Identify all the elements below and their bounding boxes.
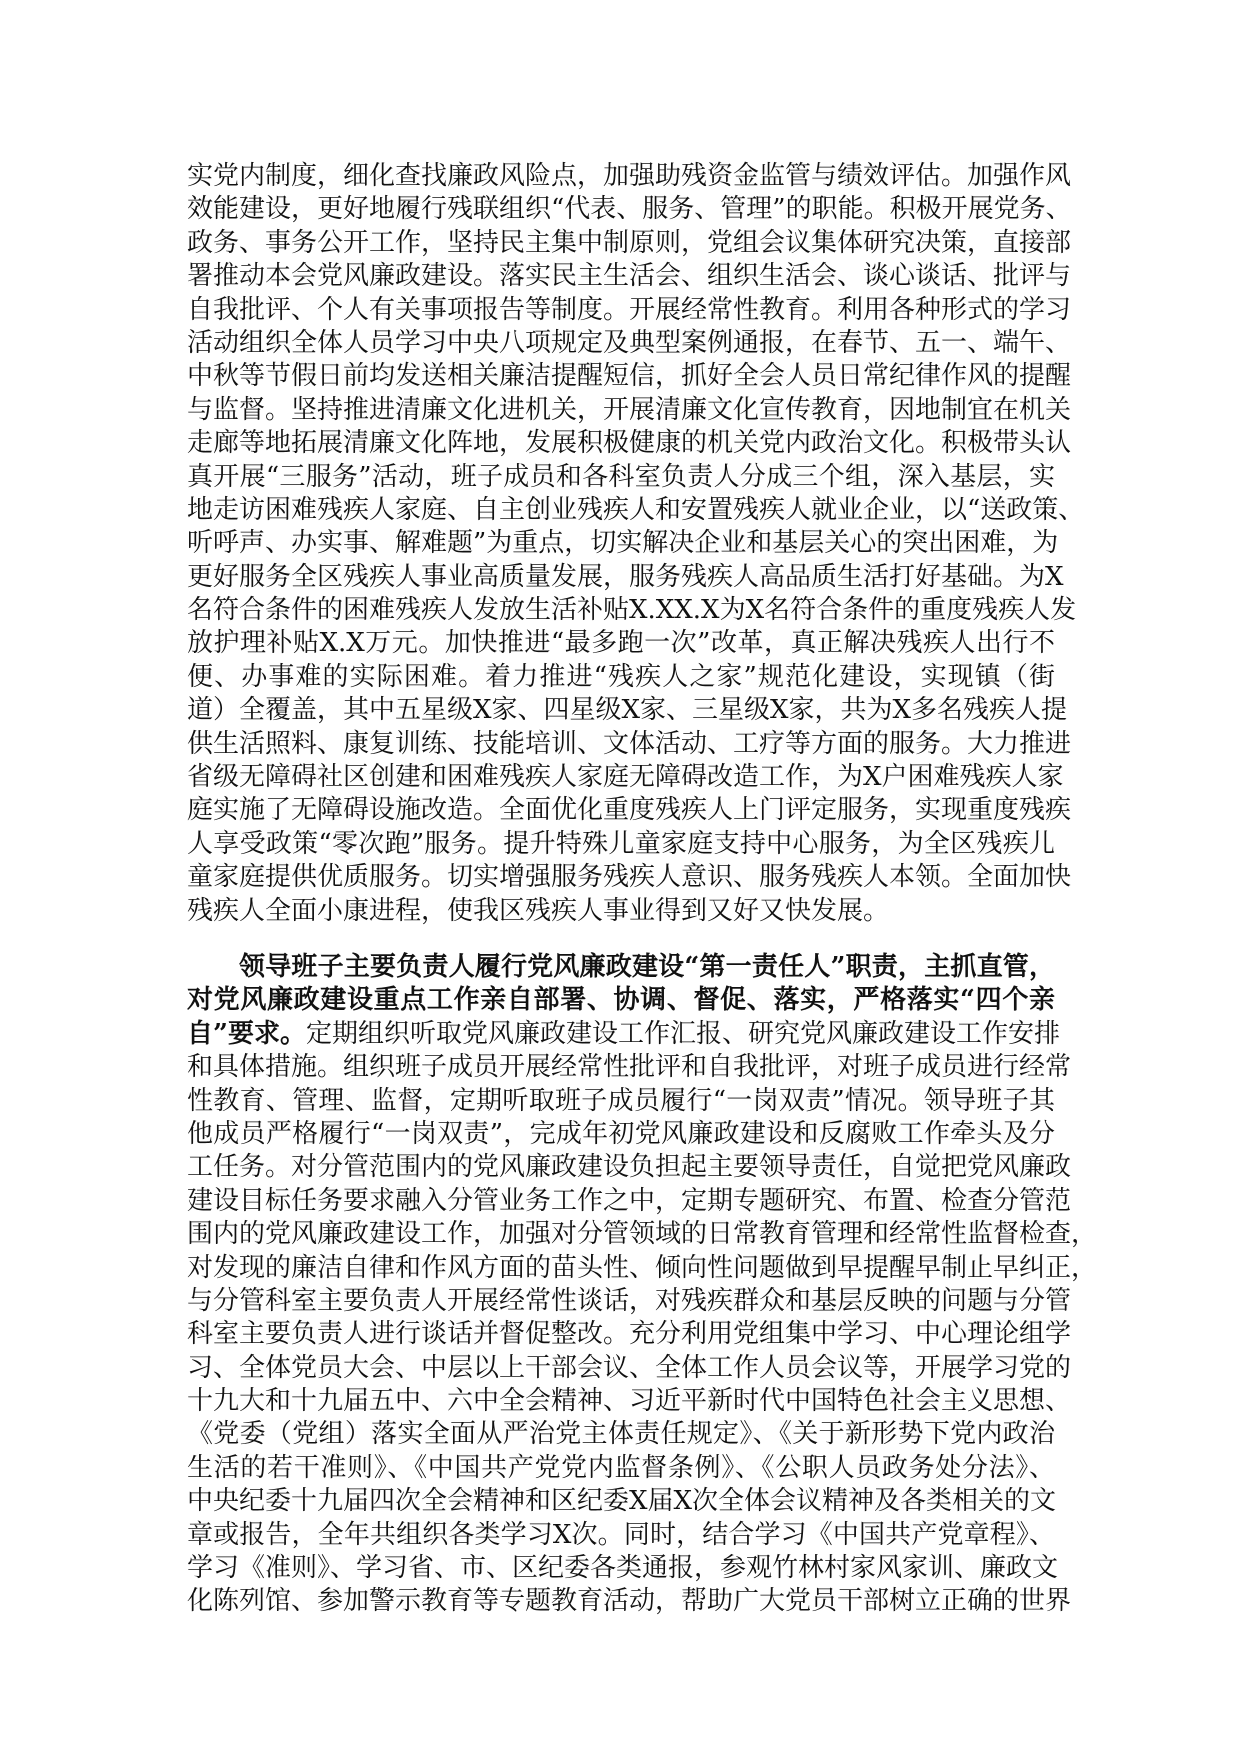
- text-line: 供生活照料、康复训练、技能培训、文体活动、工疗等方面的服务。大力推进: [187, 728, 1072, 759]
- text-line: 走廊等地拓展清廉文化阵地，发展积极健康的机关党内政治文化。积极带头认: [187, 428, 1072, 459]
- text-line: 政务、事务公开工作，坚持民主集中制原则，党组会议集体研究决策，直接部: [187, 227, 1072, 258]
- paragraph-assistance-work: [187, 160, 1085, 928]
- text-line: 生活的若干准则》、《中国共产党党内监督条例》、《公职人员政务处分法》、: [187, 1452, 1055, 1483]
- text-line: 科室主要负责人进行谈话并督促整改。充分利用党组集中学习、中心理论组学: [187, 1319, 1072, 1350]
- text-line: 十九大和十九届五中、六中全会精神、习近平新时代中国特色社会主义思想、: [187, 1386, 1072, 1417]
- body-text: 定期组织听取党风廉政建设工作汇报、研究党风廉政建设工作安排: [305, 1018, 1060, 1049]
- text-line: 听呼声、办实事、解难题”为重点，切实解决企业和基层关心的突出困难，为: [187, 528, 1059, 559]
- text-line: 活动组织全体人员学习中央八项规定及典型案例通报，在春节、五一、端午、: [187, 327, 1072, 358]
- paragraph-leadership-responsibility: [187, 951, 1098, 1619]
- text-line: 省级无障碍社区创建和困难残疾人家庭无障碍改造工作，为X户困难残疾人家: [187, 762, 1064, 793]
- text-line: 道）全覆盖，其中五星级X家、四星级X家、三星级X家，共为X多名残疾人提: [187, 695, 1068, 726]
- text-line: 中秋等节假日前均发送相关廉洁提醒短信，抓好全会人员日常纪律作风的提醒: [187, 361, 1072, 392]
- text-line: 效能建设，更好地履行残联组织“代表、服务、管理”的职能。积极开展党务、: [187, 194, 1072, 225]
- bold-heading-line: [187, 984, 1055, 1017]
- text-line: 人享受政策“零次跑”服务。提升特殊儿童家庭支持中心服务，为全区残疾儿: [187, 828, 1055, 859]
- text-line: 署推动本会党风廉政建设。落实民主生活会、组织生活会、谈心谈话、批评与: [187, 261, 1072, 292]
- text-line: 《党委（党组）落实全面从严治党主体责任规定》、《关于新形势下党内政治: [187, 1419, 1055, 1450]
- text-line: 自我批评、个人有关事项报告等制度。开展经常性教育。利用各种形式的学习: [187, 294, 1072, 325]
- text-line: 性教育、管理、监督，定期听取班子成员履行“一岗双责”情况。领导班子其: [187, 1085, 1055, 1116]
- text-line: 放护理补贴X.X万元。加快推进“最多跑一次”改革，真正解决残疾人出行不: [187, 628, 1055, 659]
- text-line: 学习《准则》、学习省、市、区纪委各类通报，参观竹林村家风家训、廉政文: [187, 1553, 1059, 1584]
- text-line: 便、办事难的实际困难。着力推进“残疾人之家”规范化建设，实现镇（街: [187, 661, 1055, 692]
- text-line: 习、全体党员大会、中层以上干部会议、全体工作人员会议等，开展学习党的: [187, 1352, 1072, 1383]
- text-line: 对发现的廉洁自律和作风方面的苗头性、倾向性问题做到早提醒早制止早纠正，: [187, 1252, 1098, 1283]
- text-line: 童家庭提供优质服务。切实增强服务残疾人意识、服务残疾人本领。全面加快: [187, 862, 1072, 893]
- bold-heading-text: 领导班子主要负责人履行党风廉政建设“第一责任人”职责，主抓直管，: [239, 951, 1055, 982]
- bold-heading-text: 对党风廉政建设重点工作亲自部署、协调、督促、落实，严格落实“四个亲: [187, 985, 1055, 1016]
- bold-heading-text: 自”要求。: [187, 1018, 306, 1049]
- mixed-line: [187, 1018, 1060, 1051]
- text-line: 与分管科室主要负责人开展经常性谈话，对残疾群众和基层反映的问题与分管: [187, 1285, 1072, 1316]
- paragraph-spacer: [187, 928, 1055, 951]
- text-line: 化陈列馆、参加警示教育等专题教育活动，帮助广大党员干部树立正确的世界: [187, 1586, 1072, 1617]
- text-line: 残疾人全面小康进程，使我区残疾人事业得到又好又快发展。: [187, 895, 890, 926]
- text-line: 中央纪委十九届四次全会精神和区纪委X届X次全体会议精神及各类相关的文: [187, 1486, 1057, 1517]
- text-line: 他成员严格履行“一岗双责”，完成年初党风廉政建设和反腐败工作牵头及分: [187, 1118, 1055, 1149]
- text-line: 更好服务全区残疾人事业高质量发展，服务残疾人高品质生活打好基础。为X: [187, 561, 1064, 592]
- text-line: 真开展“三服务”活动，班子成员和各科室负责人分成三个组，深入基层，实: [187, 461, 1055, 492]
- text-line: 庭实施了无障碍设施改造。全面优化重度残疾人上门评定服务，实现重度残疾: [187, 795, 1072, 826]
- text-line: 建设目标任务要求融入分管业务工作之中，定期专题研究、布置、检查分管范: [187, 1185, 1072, 1216]
- text-line: 地走访困难残疾人家庭、自主创业残疾人和安置残疾人就业企业，以“送政策、: [187, 494, 1085, 525]
- text-line: 围内的党风廉政建设工作，加强对分管领域的日常教育管理和经常性监督检查，: [187, 1219, 1098, 1250]
- text-line: 工任务。对分管范围内的党风廉政建设负担起主要领导责任，自觉把党风廉政: [187, 1152, 1072, 1183]
- bold-heading-line: [187, 951, 1055, 984]
- text-line: 与监督。坚持推进清廉文化进机关，开展清廉文化宣传教育，因地制宜在机关: [187, 394, 1072, 425]
- text-line: 章或报告，全年共组织各类学习X次。同时，结合学习《中国共产党章程》、: [187, 1519, 1055, 1550]
- text-line: 名符合条件的困难残疾人发放生活补贴X.XX.X为X名符合条件的重度残疾人发: [187, 595, 1077, 626]
- text-line: 和具体措施。组织班子成员开展经常性批评和自我批评，对班子成员进行经常: [187, 1052, 1072, 1083]
- document-body: [187, 160, 1098, 1619]
- text-line: 实党内制度，细化查找廉政风险点，加强助残资金监管与绩效评估。加强作风: [187, 161, 1072, 191]
